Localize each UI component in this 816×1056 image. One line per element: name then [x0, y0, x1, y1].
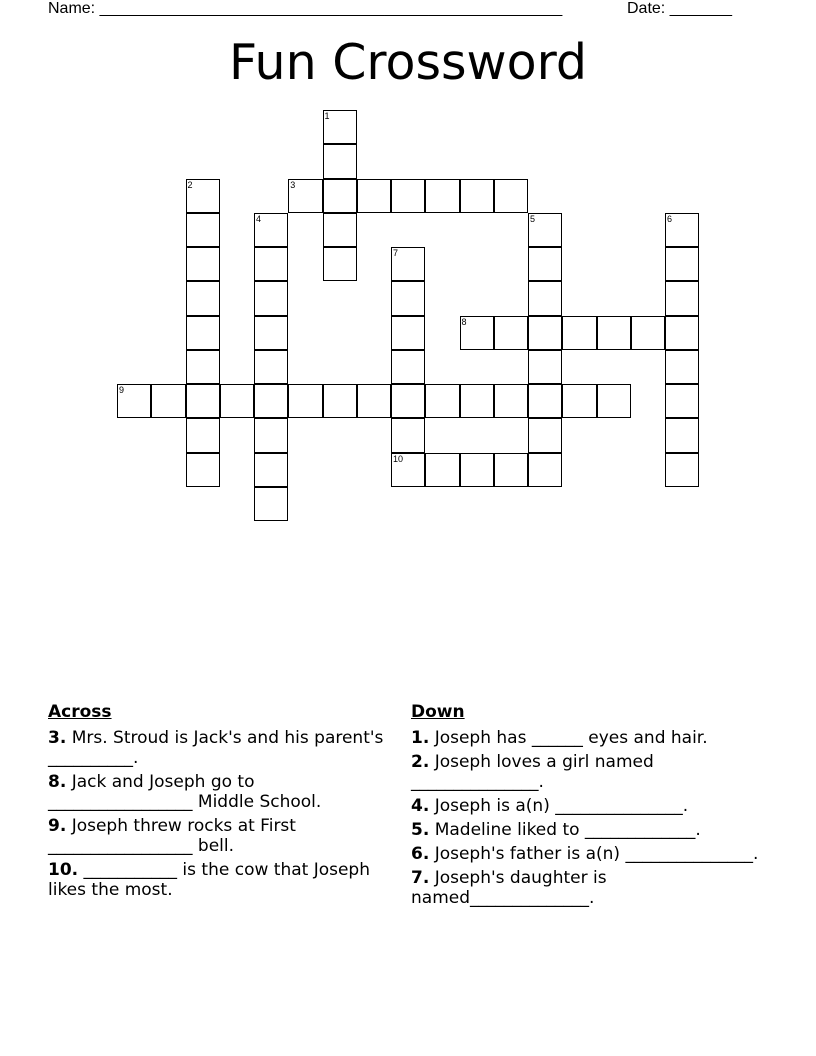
grid-cell[interactable] [665, 350, 699, 384]
grid-cell[interactable] [186, 179, 220, 213]
grid-cell[interactable] [494, 179, 528, 213]
cell-number: 4 [256, 213, 262, 224]
grid-cell[interactable] [254, 418, 288, 452]
cell-number: 1 [324, 111, 330, 121]
grid-cell[interactable] [460, 316, 494, 350]
down-clue [411, 796, 761, 816]
grid-cell[interactable] [494, 316, 528, 350]
grid-cell[interactable] [323, 384, 357, 418]
cell-number: 10 [393, 453, 404, 464]
name-field-line: Name: ____________________________________________________ [48, 0, 563, 17]
grid-cell[interactable] [597, 316, 631, 350]
grid-cell[interactable] [528, 213, 562, 247]
grid-cell[interactable] [494, 453, 528, 487]
grid-cell[interactable] [254, 453, 288, 487]
grid-cell[interactable] [528, 281, 562, 315]
grid-cell[interactable] [665, 247, 699, 281]
grid-cell[interactable] [460, 453, 494, 487]
clue-text: Joseph is a(n) _______________. [429, 796, 689, 816]
grid-cell[interactable] [323, 247, 357, 281]
grid-cell[interactable] [528, 418, 562, 452]
grid-cell[interactable] [186, 384, 220, 418]
across-clue [48, 860, 388, 900]
grid-cell[interactable] [391, 281, 425, 315]
grid-cell[interactable] [186, 418, 220, 452]
grid-cell[interactable] [391, 179, 425, 213]
across-clue [48, 772, 388, 812]
across-clue [48, 816, 388, 856]
grid-cell[interactable] [391, 384, 425, 418]
grid-cell[interactable] [391, 453, 425, 487]
across-clues [48, 700, 388, 904]
clue-text: Joseph threw rocks at First _________________ bell. [48, 816, 296, 856]
grid-cell[interactable] [357, 384, 391, 418]
grid-cell[interactable] [288, 384, 322, 418]
clue-text: Mrs. Stroud is Jack's and his parent's __________. [48, 728, 384, 768]
grid-cell[interactable] [665, 384, 699, 418]
down-clue [411, 868, 761, 908]
grid-cell[interactable] [425, 384, 459, 418]
date-field-line: Date: _______ [627, 0, 732, 17]
cell-number: 7 [393, 248, 399, 258]
down-clues [411, 700, 761, 912]
clue-number: 8. [48, 772, 67, 792]
grid-cell[interactable] [665, 281, 699, 315]
grid-cell[interactable] [528, 247, 562, 281]
grid-cell[interactable] [323, 144, 357, 178]
down-clue [411, 844, 761, 864]
grid-cell[interactable] [460, 384, 494, 418]
across-heading: Across [48, 702, 112, 722]
grid-cell[interactable] [186, 453, 220, 487]
clue-number: 6. [411, 844, 430, 864]
clue-number: 7. [411, 868, 430, 888]
grid-cell[interactable] [528, 384, 562, 418]
down-heading: Down [411, 702, 465, 722]
grid-cell[interactable] [665, 316, 699, 350]
clue-number: 3. [48, 728, 67, 748]
grid-cell[interactable] [425, 179, 459, 213]
grid-cell[interactable] [528, 350, 562, 384]
clue-number: 10. [48, 860, 79, 880]
clue-text: Joseph has ______ eyes and hair. [429, 728, 708, 748]
grid-cell[interactable] [562, 384, 596, 418]
grid-cell[interactable] [528, 316, 562, 350]
grid-cell[interactable] [186, 350, 220, 384]
clue-text: Madeline liked to _____________. [429, 820, 701, 840]
grid-cell[interactable] [665, 213, 699, 247]
grid-cell[interactable] [494, 384, 528, 418]
across-clue [48, 728, 388, 768]
grid-cell[interactable] [391, 350, 425, 384]
down-clue [411, 820, 761, 840]
cell-number: 8 [461, 316, 467, 327]
clue-text: Joseph's father is a(n) _______________. [429, 844, 759, 864]
grid-cell[interactable] [391, 316, 425, 350]
grid-cell[interactable] [665, 453, 699, 487]
grid-cell[interactable] [665, 418, 699, 452]
clue-number: 2. [411, 752, 430, 772]
grid-cell[interactable] [323, 179, 357, 213]
grid-cell[interactable] [425, 453, 459, 487]
clue-number: 4. [411, 796, 430, 816]
grid-cell[interactable] [323, 213, 357, 247]
cell-number: 5 [530, 213, 536, 224]
grid-cell[interactable] [323, 110, 357, 144]
grid-cell[interactable] [151, 384, 185, 418]
grid-cell[interactable] [391, 418, 425, 452]
grid-cell[interactable] [254, 247, 288, 281]
grid-cell[interactable] [186, 316, 220, 350]
grid-cell[interactable] [117, 384, 151, 418]
clue-text: Jack and Joseph go to _________________ Middle School. [48, 772, 322, 812]
grid-cell[interactable] [254, 384, 288, 418]
clue-text: Joseph's daughter is named______________. [411, 868, 607, 908]
down-clue [411, 728, 761, 748]
clue-number: 9. [48, 816, 67, 836]
grid-cell[interactable] [597, 384, 631, 418]
down-clue [411, 752, 761, 792]
grid-cell[interactable] [186, 247, 220, 281]
grid-cell[interactable] [460, 179, 494, 213]
grid-cell[interactable] [254, 316, 288, 350]
grid-cell[interactable] [357, 179, 391, 213]
grid-cell[interactable] [254, 487, 288, 521]
clue-text: Joseph loves a girl named _______________. [411, 752, 654, 792]
clue-number: 5. [411, 820, 430, 840]
cell-number: 6 [667, 213, 673, 224]
grid-cell[interactable] [254, 350, 288, 384]
grid-cell[interactable] [391, 247, 425, 281]
grid-cell[interactable] [220, 384, 254, 418]
grid-cell[interactable] [631, 316, 665, 350]
cell-number: 3 [290, 179, 296, 190]
cell-number: 2 [187, 179, 193, 190]
clue-number: 1. [411, 728, 430, 748]
grid-cell[interactable] [186, 281, 220, 315]
cell-number: 9 [119, 385, 125, 395]
grid-cell[interactable] [186, 213, 220, 247]
clue-text: ___________ is the cow that Joseph likes the most. [48, 860, 370, 900]
page-title: Fun Crossword [229, 34, 587, 91]
grid-cell[interactable] [254, 281, 288, 315]
grid-cell[interactable] [288, 179, 322, 213]
grid-cell[interactable] [562, 316, 596, 350]
grid-cell[interactable] [528, 453, 562, 487]
grid-cell[interactable] [254, 213, 288, 247]
